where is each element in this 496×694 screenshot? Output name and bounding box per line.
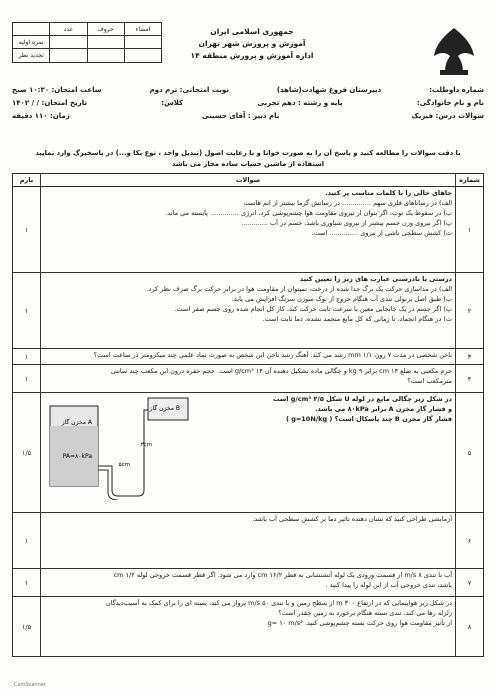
instruction-line: با دقت سوالات را مطالعه کنید و پاسخ آن را به صورت خوانا و با رعایت اصول (تبدیل واحد ، نوع یکا و...) در پاسخبرگ وارد نمایید bbox=[35, 149, 461, 157]
tank-a-label: A مخزن گاز bbox=[61, 419, 92, 426]
question-row bbox=[13, 393, 484, 513]
score-row-label: نمره اولیه bbox=[18, 39, 44, 46]
question-number: ۵ bbox=[456, 393, 484, 513]
question-points: ۱/۵ bbox=[13, 597, 41, 657]
question-line: مترمکعب است؟ bbox=[407, 377, 452, 385]
student-name-label: نام و نام خانوادگی: bbox=[416, 99, 484, 107]
question-row bbox=[13, 597, 484, 657]
question-line: پ) اگر جسم در یک جابجایی معین با سرعت ثابت حرکت کند، کار کل انجام شده روی جسم صفر است. bbox=[174, 305, 452, 313]
score-cell bbox=[124, 36, 161, 48]
score-col-number: عدد bbox=[49, 23, 86, 35]
u-tube-diagram bbox=[46, 396, 196, 500]
question-line: فشار گاز مخزن B چند پاسکال است؟ ( g=10N/kg ) bbox=[285, 415, 452, 423]
instructions bbox=[12, 148, 484, 170]
question-line: پ) اگر نیروی وزن جسم بیشتر از نیروی شناوری باشد، جسم در آب ............. bbox=[241, 219, 452, 227]
org-line: جمهوری اسلامی ایران bbox=[210, 27, 294, 36]
question-points: ۱ bbox=[13, 569, 41, 597]
info-row bbox=[12, 97, 484, 110]
question-points: ۱ bbox=[13, 273, 41, 349]
question-number: ۷ bbox=[456, 569, 484, 597]
question-row bbox=[13, 569, 484, 597]
student-number-label: شماره داوطلب: bbox=[429, 86, 484, 94]
question-points: ۱ bbox=[13, 513, 41, 569]
ministry-logo-icon bbox=[426, 22, 482, 78]
exam-time: ساعت امتحان: ۱۰:۳۰ صبح bbox=[12, 86, 102, 94]
exam-header bbox=[12, 22, 484, 144]
score-cell bbox=[49, 36, 86, 48]
question-points: ۱ bbox=[13, 365, 41, 393]
org-line: اداره آموزش و پرورش منطقه ۱۴ bbox=[190, 51, 314, 60]
score-col-label bbox=[13, 23, 49, 35]
header-number: شماره bbox=[456, 174, 484, 187]
question-points: ۱/۵ bbox=[13, 393, 41, 513]
question-line: درستی یا نادرستی عبارت های زیر را تعیین کنید bbox=[299, 275, 452, 283]
question-row bbox=[13, 187, 484, 273]
header-points: بارم bbox=[13, 174, 41, 187]
score-cell bbox=[87, 36, 124, 48]
question-number: ۱ bbox=[456, 187, 484, 273]
question-text bbox=[41, 597, 456, 657]
question-line: آزمایشی طراحی کنید که نشان دهنده تاثیر دما بر کشش سطحی آب باشد. bbox=[252, 515, 452, 523]
question-line: ت) کشش سطحی ناشی از نیروی .............. است. bbox=[311, 229, 452, 237]
exam-info bbox=[12, 84, 484, 123]
subject-label: سوالات درس: فیزیک bbox=[411, 112, 484, 120]
question-line: جرم مکعبی به ضلع ۱۴ cm برابر ۹ kg و چگالی ماده تشکیل دهنده آن ۱۴ g/cm³ است. حجم حفره درون این مکعب چند سانتی bbox=[110, 367, 452, 375]
exam-turn: نوبت امتحانی: ترم دوم bbox=[149, 86, 229, 94]
question-row bbox=[13, 273, 484, 349]
pressure-label: PA=۸۰kPa bbox=[62, 453, 92, 460]
score-cell bbox=[49, 49, 86, 62]
scanner-watermark: CamScanner bbox=[14, 682, 46, 688]
question-line: ناخن شخصی در مدت ۷ روز، ۱/۱ mm رشد می کند. آهنگ رشد ناخن این شخص به صورت نماد علمی چند میکرومتر در ساعت است؟ bbox=[93, 351, 452, 359]
tank-b-label: B مخزن گاز bbox=[149, 405, 180, 412]
questions-table bbox=[12, 173, 484, 657]
question-points: ۱ bbox=[13, 187, 41, 273]
score-col-letters: حروف bbox=[87, 23, 124, 35]
table-header-row bbox=[13, 174, 484, 187]
question-line: و فشار گاز مخزن A برابر ۸۰kPa می باشد. bbox=[314, 405, 452, 413]
organization-title bbox=[162, 26, 342, 62]
question-line: الف) در رساناهای فلزی سهم .............. در رسانش گرما بیشتر از اتم هاست bbox=[243, 199, 452, 207]
question-number: ۳ bbox=[456, 349, 484, 365]
question-row bbox=[13, 365, 484, 393]
height-label: ۵cm bbox=[118, 462, 130, 468]
question-text bbox=[41, 349, 456, 365]
exam-duration: زمان: ۱۱۰ دقیقه bbox=[12, 112, 70, 120]
score-header-row bbox=[13, 23, 161, 36]
school-name: دبیرستان فروغ شهادت(شاهد) bbox=[276, 86, 382, 94]
exam-date: تاریخ امتحان: / / ۱۴۰۲ bbox=[12, 99, 87, 107]
question-line: باشد، تندی خروجی آب از این لوله را پیدا کنید . bbox=[325, 581, 452, 589]
score-cell bbox=[124, 49, 161, 62]
score-box bbox=[12, 22, 162, 63]
question-line: ت) در هنگام انجماد، تا زمانی که کل مایع منجمد نشده، دما ثابت است. bbox=[262, 315, 452, 323]
question-row bbox=[13, 349, 484, 365]
u-tube-figure bbox=[46, 396, 196, 503]
question-number: ۴ bbox=[456, 365, 484, 393]
grade-field: پایه و رشته : دهم تجربی bbox=[257, 99, 343, 107]
header-questions: سوالات bbox=[41, 174, 456, 187]
question-points: ۱ bbox=[13, 349, 41, 365]
score-col-signature: امضاء bbox=[124, 23, 161, 35]
question-line: جاهای خالی را با کلمات مناسب پر کنید. bbox=[325, 189, 452, 197]
question-line: ب) طبق اصل برنولی تندی آب هنگام خروج از نوک سوزن سرنگ افزایش می یابد. bbox=[231, 295, 452, 303]
score-cell bbox=[87, 49, 124, 62]
height-label: ۳cm bbox=[140, 442, 152, 448]
question-text bbox=[41, 187, 456, 273]
question-number: ۶ bbox=[456, 513, 484, 569]
question-line: الف) در مداسازی حرکت یک برگ جدا شده از درخت، نمیتوان از مقاومت هوا در برابر حرکت برگ صرف نظر کرد. bbox=[146, 285, 452, 293]
org-line: آموزش و پرورش شهر تهران bbox=[198, 39, 306, 48]
class-label: کلاس: bbox=[161, 99, 184, 107]
score-row-label: تجدید نظر bbox=[18, 52, 44, 59]
question-text bbox=[41, 273, 456, 349]
question-text bbox=[41, 365, 456, 393]
question-text bbox=[41, 393, 456, 513]
info-row bbox=[12, 110, 484, 123]
question-line: از تأثیر مقاومت هوا روی حرکت بسته چشم‌پوشی کنید. g= ۱۰ m/s² bbox=[267, 619, 452, 627]
info-row bbox=[12, 84, 484, 97]
question-number: ۲ bbox=[456, 273, 484, 349]
question-line: در شکل زیر هواپیمایی که در ارتفاع ۳۰۰ m از سطح زمین و با تندی ۵۰ m/s پرواز می کند، بسته ای را برای کمک به آسیب‌دیدگان bbox=[105, 599, 452, 607]
question-line: در شکل زیر چگالی مایع در لوله U شکل ۲/۵ g/cm³ است bbox=[273, 395, 452, 403]
question-text bbox=[41, 569, 456, 597]
score-row-initial bbox=[13, 36, 161, 49]
question-line: زلزله رها می کند. تندی بسته هنگام برخورد به زمین چقدر است؟ bbox=[278, 609, 452, 617]
question-row bbox=[13, 513, 484, 569]
teacher-name: نام دبیر : آقای حسینی bbox=[201, 112, 280, 120]
question-line: ب) در سقوط یک توپ، اگر بتوان از نیروی مقاومت هوا چشم‌پوشی کرد، انرژی .............. پایسته می ماند. bbox=[165, 209, 452, 217]
question-line: آب با تندی ۸ m/s از قسمت ورودی یک لوله آتشنشانی به قطر ۱۶/۲ cm وارد می شود. اگر قطر قسمت خروجی لوله ۱/۲ cm bbox=[113, 571, 452, 579]
question-text bbox=[41, 513, 456, 569]
instruction-line: استفاده از ماشین حساب ساده مجاز می باشد bbox=[171, 160, 325, 168]
question-number: ۸ bbox=[456, 597, 484, 657]
score-row-revision bbox=[13, 49, 161, 62]
